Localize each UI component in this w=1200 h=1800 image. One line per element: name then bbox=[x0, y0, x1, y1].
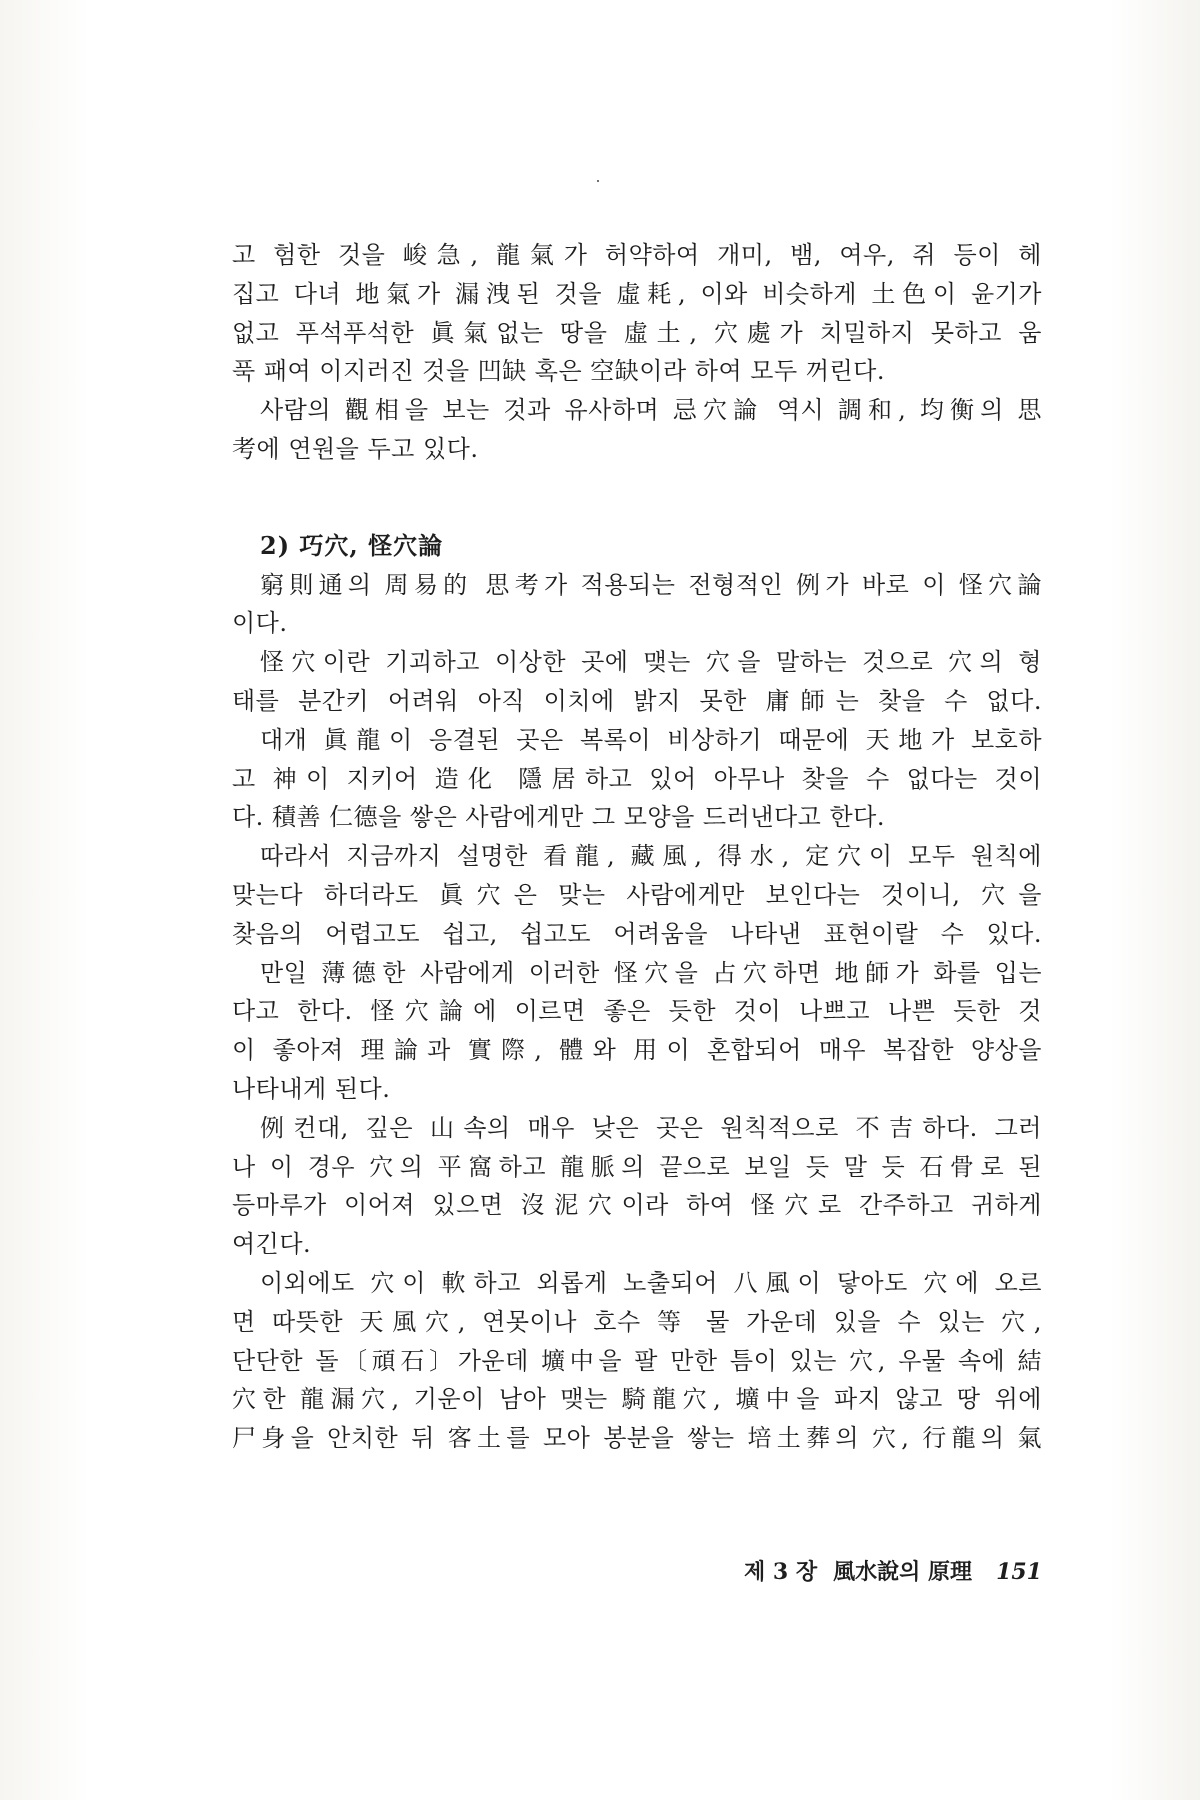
text-line: 例컨대, 깊은 山속의 매우 낮은 곳은 원칙적으로 不吉하다. 그러 bbox=[260, 1113, 1042, 1142]
text-line: 이외에도 穴이 軟하고 외롭게 노출되어 八風이 닿아도 穴에 오르 bbox=[260, 1268, 1042, 1297]
text-line: 怪穴이란 기괴하고 이상한 곳에 맺는 穴을 말하는 것으로 穴의 형 bbox=[260, 648, 1042, 677]
text-line: 窮則通의 周易的 思考가 적용되는 전형적인 例가 바로 이 怪穴論 bbox=[260, 570, 1042, 599]
text-line: 나타내게 된다. bbox=[232, 1074, 391, 1103]
text-line: 여긴다. bbox=[232, 1230, 312, 1259]
running-footer bbox=[700, 1555, 1042, 1586]
text-line: 대개 眞龍이 응결된 곳은 복록이 비상하기 때문에 天地가 보호하 bbox=[260, 725, 1042, 754]
text-line: 考에 연원을 두고 있다. bbox=[232, 434, 479, 463]
text-line: 이다. bbox=[232, 609, 288, 638]
text-line: 나 이 경우 穴의 平窩하고 龍脈의 끝으로 보일 듯 말 듯 石骨로 된 bbox=[232, 1152, 1042, 1181]
text-line: 없고 푸석푸석한 眞氣없는 땅을 虛土, 穴處가 치밀하지 못하고 움 bbox=[232, 318, 1042, 347]
footer-chapter: 제 3 장 bbox=[744, 1559, 818, 1585]
print-speck bbox=[597, 180, 599, 182]
text-line: 단단한 돌〔頑石〕가운데 壙中을 팔 만한 틈이 있는 穴, 우물 속에 結 bbox=[232, 1346, 1042, 1375]
page-number: 151 bbox=[996, 1559, 1042, 1585]
text-line: 만일 薄德한 사람에게 이러한 怪穴을 占穴하면 地師가 화를 입는 bbox=[260, 958, 1042, 987]
text-line: 등마루가 이어져 있으면 沒泥穴이라 하여 怪穴로 간주하고 귀하게 bbox=[232, 1191, 1042, 1220]
text-line: 다. 積善 仁德을 쌓은 사람에게만 그 모양을 드러낸다고 한다. bbox=[232, 803, 885, 832]
text-line: 태를 분간키 어려워 아직 이치에 밝지 못한 庸師는 찾을 수 없다. bbox=[232, 686, 1042, 715]
text-line: 맞는다 하더라도 眞穴은 맞는 사람에게만 보인다는 것이니, 穴을 bbox=[232, 880, 1042, 909]
footer-title: 風水說의 原理 bbox=[833, 1559, 973, 1585]
text-line: 사람의 觀相을 보는 것과 유사하며 忌穴論 역시 調和, 均衡의 思 bbox=[260, 396, 1042, 425]
text-line: 고 험한 것을 峻急, 龍氣가 허약하여 개미, 뱀, 여우, 쥐 등이 헤 bbox=[232, 241, 1042, 269]
text-line: 穴한 龍漏穴, 기운이 남아 맺는 騎龍穴, 壙中을 파지 않고 땅 위에 bbox=[232, 1385, 1042, 1414]
text-line: 다고 한다. 怪穴論에 이르면 좋은 듯한 것이 나쁘고 나쁜 듯한 것 bbox=[232, 997, 1042, 1026]
text-line: 집고 다녀 地氣가 漏洩된 것을 虛耗, 이와 비슷하게 土色이 윤기가 bbox=[232, 279, 1042, 308]
text-line: 이 좋아져 理論과 實際, 體와 用이 혼합되어 매우 복잡한 양상을 bbox=[232, 1036, 1042, 1065]
text-line: 尸身을 안치한 뒤 客土를 모아 봉분을 쌓는 培土葬의 穴, 行龍의 氣 bbox=[232, 1424, 1042, 1453]
text-line: 찾음의 어렵고도 쉽고, 쉽고도 어려움을 나타낸 표현이랄 수 있다. bbox=[232, 919, 1042, 948]
text-line: 면 따뜻한 天風穴, 연못이나 호수 等 물 가운데 있을 수 있는 穴, bbox=[232, 1307, 1042, 1336]
section-gap bbox=[232, 469, 1042, 527]
section-heading: 2) 巧穴, 怪穴論 bbox=[260, 530, 444, 560]
text-line: 푹 패여 이지러진 것을 凹缺 혹은 空缺이라 하여 모두 꺼린다. bbox=[232, 357, 885, 386]
text-line: 고 神이 지키어 造化 隱居하고 있어 아무나 찾을 수 없다는 것이 bbox=[232, 764, 1042, 793]
text-line: 따라서 지금까지 설명한 看龍, 藏風, 得水, 定穴이 모두 원칙에 bbox=[260, 842, 1042, 871]
body-text bbox=[232, 236, 1042, 1458]
